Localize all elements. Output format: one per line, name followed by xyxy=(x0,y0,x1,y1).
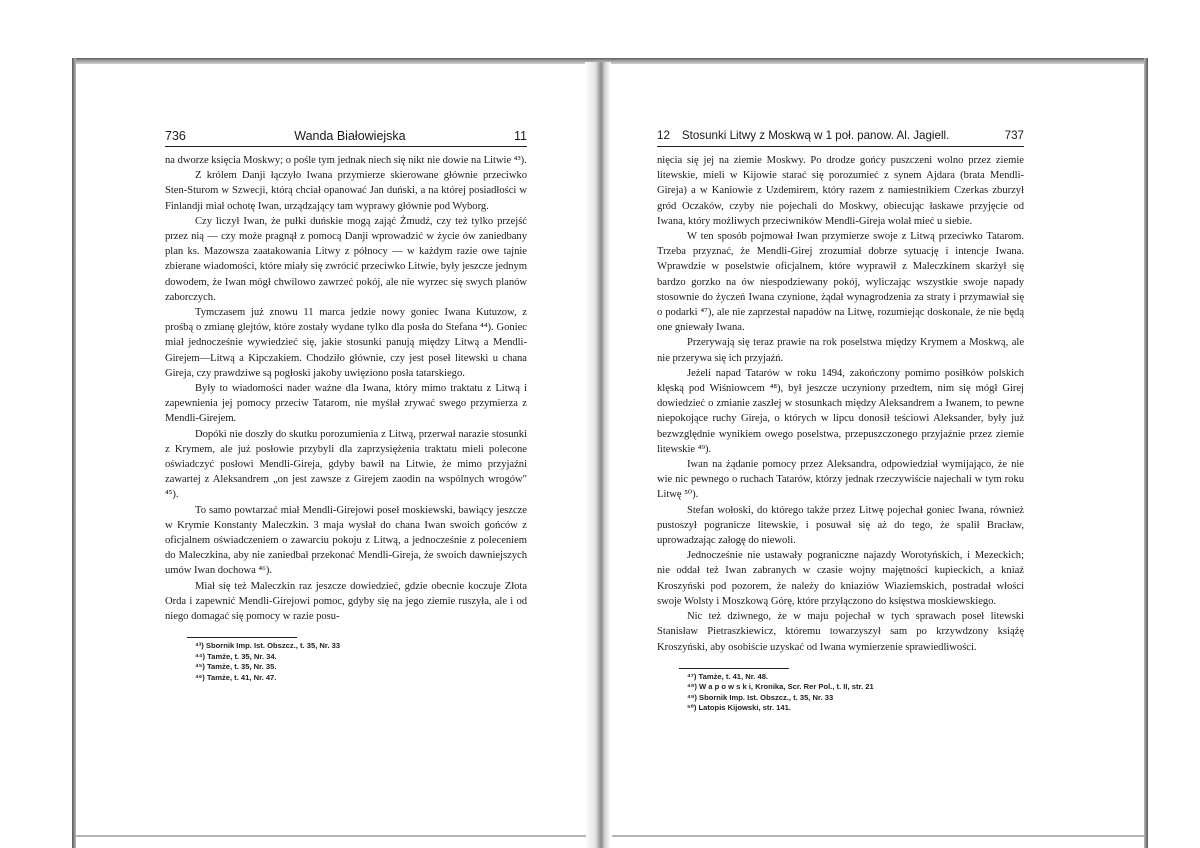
right-header-title: Stosunki Litwy z Moskwą w 1 poł. panow. Al. Jagiell. xyxy=(681,129,950,142)
left-page-number: 736 xyxy=(165,129,186,143)
right-section-number: 12 xyxy=(657,129,670,142)
footnote: ⁴³) Sbornik Imp. Ist. Obszcz., t. 35, Nr. 33 xyxy=(195,641,341,651)
paragraph: na dworze księcia Moskwy; o pośle tym jednak niech się nikt nie dowie na Litwie ⁴³). xyxy=(165,155,527,166)
paragraph: W ten sposób pojmował Iwan przymierze swoje z Litwą przeciwko Tatarom. Trzeba przyznać, że Mendli-Girej zrozumiał dobrze sytuację i intencje Iwana. Wprawdzie w poselstwie oficjalnem, które wyprawił z Maleczkinem skarżył się bardzo gorzko na ów niespodziewany pokój, wyliczając wszystkie swoje napady stosownie do życzeń Iwana czynione, żądał wynagrodzenia za straty i przymawiał się o podarki ⁴⁷), ale nie zaprzestał napadów na Litwę, rozumiejąc doskonale, że nie będą one gniewały Iwana. xyxy=(657,231,1024,334)
right-page xyxy=(657,128,1024,714)
paragraph: Były to wiadomości nader ważne dla Iwana, który mimo traktatu z Litwą i zapewnienia jej pomocy przeciw Tatarom, nie myślał zrywać swego przymierza z Mendli-Girejem. xyxy=(165,383,527,425)
paragraph: Jednocześnie nie ustawały pograniczne najazdy Worotyńskich, i Mezeckich; nie oddał też Iwan zabranych w czasie wojny majętności kupieckich, a kniaź Kroszyński pod pozorem, że należy do kniaziów Wiaziemskich, postradał włości swoje Wolsty i Moszkową Górę, które przyłączono do księstwa moskiewskiego. xyxy=(657,550,1024,607)
paragraph: Tymczasem już znowu 11 marca jedzie nowy goniec Iwana Kutuzow, z prośbą o zmianę glejtów, które zostały wydane tylko dla posła do Stefana ⁴⁴). Goniec miał jednocześnie wywiedzieć się, jakie stosunki panują między Litwą a Mendli-Girejem—Litwą a Kipczakiem. Chodziło głównie, czy jest poseł litewski u chana Gireja, czy prawdziwe są pogłoski jakoby uwięziono posła tatarskiego. xyxy=(165,307,527,379)
footnote: ⁴⁷) Tamże, t. 41, Nr. 48. xyxy=(687,671,769,681)
paragraph: nięcia się jej na ziemie Moskwy. Po drodze gońcy puszczeni wolno przez ziemie litewskie, mieli w Kijowie starać się porozumieć z synem Ajdara (brata Mendli-Gireja) a w Kaniowie z Uzdemirem, który razem z namiestnikiem Czerkas zburzył gród Oczaków, czyby nie pojechali do Moskwy, obiecując łaskawe przyjęcie od Iwana, który możliwych przeciwników Mendli-Gireja wolał mieć u siebie. xyxy=(657,155,1024,227)
right-footnotes xyxy=(657,668,1024,714)
paragraph: Z królem Danji łączyło Iwana przymierze skierowane głównie przeciwko Sten-Sturom w Szwecji, którą chciał opanować Jan duński, a na której posiadłości w Finlandji miał ochotę Iwan, urządzający tam wyprawy głównie pod Wyborg. xyxy=(165,170,527,212)
right-running-header xyxy=(657,128,1024,147)
right-page-bottom-edge xyxy=(612,835,1144,837)
paragraph: Iwan na żądanie pomocy przez Aleksandra, odpowiedział wymijająco, że nie wie nic pewnego o ruchach Tatarów, którzy jednak rzeczywiście najechali w tym roku Litwę ⁵⁰). xyxy=(657,459,1024,501)
footnote: ⁴⁴) Tamże, t. 35, Nr. 34. xyxy=(195,651,277,661)
paragraph: Miał się też Maleczkin raz jeszcze dowiedzieć, gdzie obecnie koczuje Złota Orda i zapewnić Mendli-Girejowi pomoc, gdyby się na jego ziemie ruszyła, ale i od niego domagać się pomocy w razie posu- xyxy=(165,580,527,623)
footnote: ⁵⁰) Latopis Kijowski, str. 141. xyxy=(687,703,791,713)
left-running-header xyxy=(165,128,527,147)
left-page xyxy=(165,128,527,684)
paragraph: To samo powtarzać miał Mendli-Girejowi poseł moskiewski, bawiący jeszcze w Krymie Konstanty Maleczkin. 3 maja wysłał do chana Iwan swoich gońców z oficjalnem oświadczeniem o zawarciu pokoju z Litwą, a jednocześnie z poleceniem do Maleczkina, aby nie zaniedbał przekonać Mendli-Gireja, że swoich dawniejszych umów Iwan dochowa ⁴⁶). xyxy=(165,504,527,577)
footnote: ⁴⁸) W a p o w s k i, Kronika, Scr. Rer Pol., t. II, str. 21 xyxy=(687,682,874,692)
left-footnotes xyxy=(165,637,527,683)
paragraph: Dopóki nie doszły do skutku porozumienia z Litwą, przerwał narazie stosunki z Krymem, ale już posłowie przybyli dla zaprzysiężenia traktatu mieli polecone oświadczyć posłowi Mendli-Gireja, gdyby bawił na Litwie, że mimo przyjaźni zawartej z Aleksandrem „on jest zawsze z Girejem zaodin na wspólnych wrogów" ⁴⁵). xyxy=(165,428,527,501)
left-header-title: Wanda Białowiejska xyxy=(294,129,406,143)
book-gutter xyxy=(585,62,611,848)
left-section-number: 11 xyxy=(514,129,527,143)
footnote: ⁴⁹) Sbornik Imp. Ist. Obszcz., t. 35, Nr. 33 xyxy=(687,692,834,702)
paragraph: Czy liczył Iwan, że pułki duńskie mogą zająć Żmudź, czy też tylko przejść przez nią — czy może pragnął z pomocą Danji wprowadzić w życie ów zaniedbany plan ks. Mazowsza zaatakowania Litwy z północy — w każdym razie owe tajnie zbierane wiadomości, które miały się zwrócić przeciwko Litwie, były jeszcze jednym dowodem, że Iwan mógł chwilowo zawrzeć pokój, ale nie wyrzec się swych planów zaborczych. xyxy=(165,215,527,303)
footnote: ⁴⁶) Tamże, t. 41, Nr. 47. xyxy=(195,673,277,683)
book-left-edge xyxy=(72,58,76,848)
book-right-edge xyxy=(1144,58,1148,848)
paragraph: Przerywają się teraz prawie na rok poselstwa między Krymem a Moskwą, ale nie przerywa się ich przyjaźń. xyxy=(657,337,1024,364)
right-page-number: 737 xyxy=(1004,129,1024,142)
footnote: ⁴⁵) Tamże, t. 35, Nr. 35. xyxy=(195,662,277,672)
left-page-body xyxy=(165,153,527,624)
right-page-body xyxy=(657,153,1024,655)
paragraph: Jeżeli napad Tatarów w roku 1494, zakończony pomimo posiłków polskich klęską pod Wiśniowcem ⁴⁸), był jeszcze uczyniony przedtem, nim się mógł Girej dowiedzieć o zmianie zaszłej w stosunkach między Aleksandrem a Iwanem, to pewne niepokojące ruchy Gireja, o których w lipcu donosił teściowi Aleksander, były już bezwzględnie wynikiem owego poselstwa, przepuszczonego przyjaźnie przez ziemie litewskie ⁴⁹). xyxy=(657,367,1024,455)
paragraph: Nic też dziwnego, że w maju pojechał w tych sprawach poseł litewski Stanisław Pietraszkiewicz, któremu towarzyszył sam po krzywdzony książę Kroszyński, aby osobiście uzyskać od Iwana wymierzenie sprawiedliwości. xyxy=(657,611,1024,653)
paragraph: Stefan wołoski, do którego także przez Litwę pojechał goniec Iwana, również pustoszył pogranicze litewskie, i posuwał się aż do tego, że spalił Bracław, uprowadzając załogę do niewoli. xyxy=(657,504,1024,547)
left-page-bottom-edge xyxy=(76,835,586,837)
